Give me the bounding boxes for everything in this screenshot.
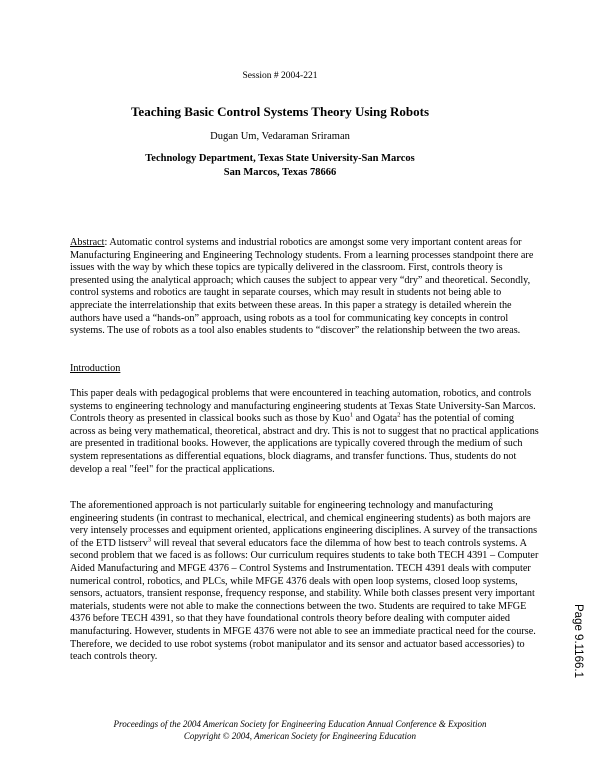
paragraph-1-text-b: and Ogata [353, 413, 398, 425]
page-number: Page 9.1166.1 [572, 604, 584, 678]
paragraph-2-text-a: The aforementioned approach is not particularly suitable for engineering technology and manufacturing engineering students (in contrast to mechanical, electrical, and chemical engineering students) as both majors are very intensely processes and equipment oriented, applications engineering disciplines. A survey of the transactions of the ETD listserv [70, 500, 538, 549]
session-number: Session # 2004-221 [242, 71, 318, 81]
authors: Dugan Um, Vedaraman Sriraman [210, 131, 350, 142]
affiliation [0, 152, 560, 180]
paper-title: Teaching Basic Control Systems Theory Using Robots [130, 104, 430, 119]
affiliation-department: Technology Department, Texas State University-San Marcos [145, 153, 415, 164]
footer-proceedings: Proceedings of the 2004 American Society for Engineering Education Annual Conference & Exposition [113, 719, 487, 729]
paragraph-2-text-b: will reveal that several educators face the dilemma of how best to teach controls systems. A second problem that we faced is as follows: Our curriculum requires students to take both TECH 4391 – Computer Aided Manufacturing and MFGE 4376 – Control Systems and Instrumentation. TECH 4391 deals with computer numerical control, robotics, and PLCs, while MFGE 4376 deals with open loop systems, closed loop systems, sensors, actuators, transient response, frequency response, and stability. While both classes present very important materials, students were not able to make the connections between the two. Students are required to take MFGE 4376 before TECH 4391, so that they have foundational controls theory before dealing with computer aided manufacturing. However, students in MFGE 4376 were not able to see an immediate practical need for the course. Therefore, we decided to use robot systems (robot manipulator and its sensor and actuator based accessories) to teach controls theory. [70, 537, 539, 663]
reference-1: 1 [349, 411, 354, 419]
abstract-text: Automatic control systems and industrial robotics are amongst some very important content areas for Manufacturing Engineering and Engineering Technology students. From a learning processes standpoint there are issues with the way by which these topics are typically delivered in the classroom. First, controls theory is presented using the analytical approach; which causes the subject to appear very “dry” and theoretical. Secondly, control systems and robotics are taught in separate courses, which may result in students not being able to appreciate the interrelationship that exits between these areas. In this paper a strategy is detailed wherein the authors have used a “hands-on” approach, using robots as a tool for communicating key concepts in control systems. The use of robots as a tool also enables students to “discover” the relationship between the two areas. [70, 237, 534, 337]
introduction-paragraph-1 [70, 388, 540, 476]
footer-copyright: Copyright © 2004, American Society for Engineering Education [183, 730, 417, 741]
paragraph-1-text-a: This paper deals with pedagogical problems that were encountered in teaching automation, robotics, and controls systems to engineering technology and manufacturing engineering students at Texas State University-San Marcos. Controls theory as presented in classical books such as those by Kuo [70, 388, 536, 425]
abstract-paragraph: Abstract: Automatic control systems and industrial robotics are amongst some very important content areas for Manufacturing Engineering and Engineering Technology students. From a learning processes standpoint there are issues with the way by which these topics are typically delivered in the classroom. First, controls theory is presented using the analytical approach; which causes the subject to appear very “dry” and theoretical. Secondly, control systems and robotics are taught in separate courses, which may result in students not being able to appreciate the interrelationship that exits between these areas. In this paper a strategy is detailed wherein the authors have used a “hands-on” approach, using robots as a tool for communicating key concepts in control systems. The use of robots as a tool also enables students to “discover” the relationship between the two areas. [70, 237, 534, 337]
introduction-heading: Introduction [70, 363, 121, 374]
paragraph-1-text-c: has the potential of coming across as being very mathematical, theoretical, abstract and dry. This is not to suggest that no practical applications are presented in traditional books. However, the applications are typically covered through the medium of such system representations as differential equations, block diagrams, and transfer functions. Thus, students do not develop a real "feel" for the practical applications. [70, 413, 539, 475]
reference-3: 3 [147, 536, 152, 544]
affiliation-city: San Marcos, Texas 78666 [223, 167, 337, 178]
reference-2: 2 [397, 411, 401, 419]
abstract-label: Abstract [70, 237, 105, 248]
introduction-paragraph-2 [70, 500, 540, 664]
proceedings-footer [0, 719, 600, 742]
